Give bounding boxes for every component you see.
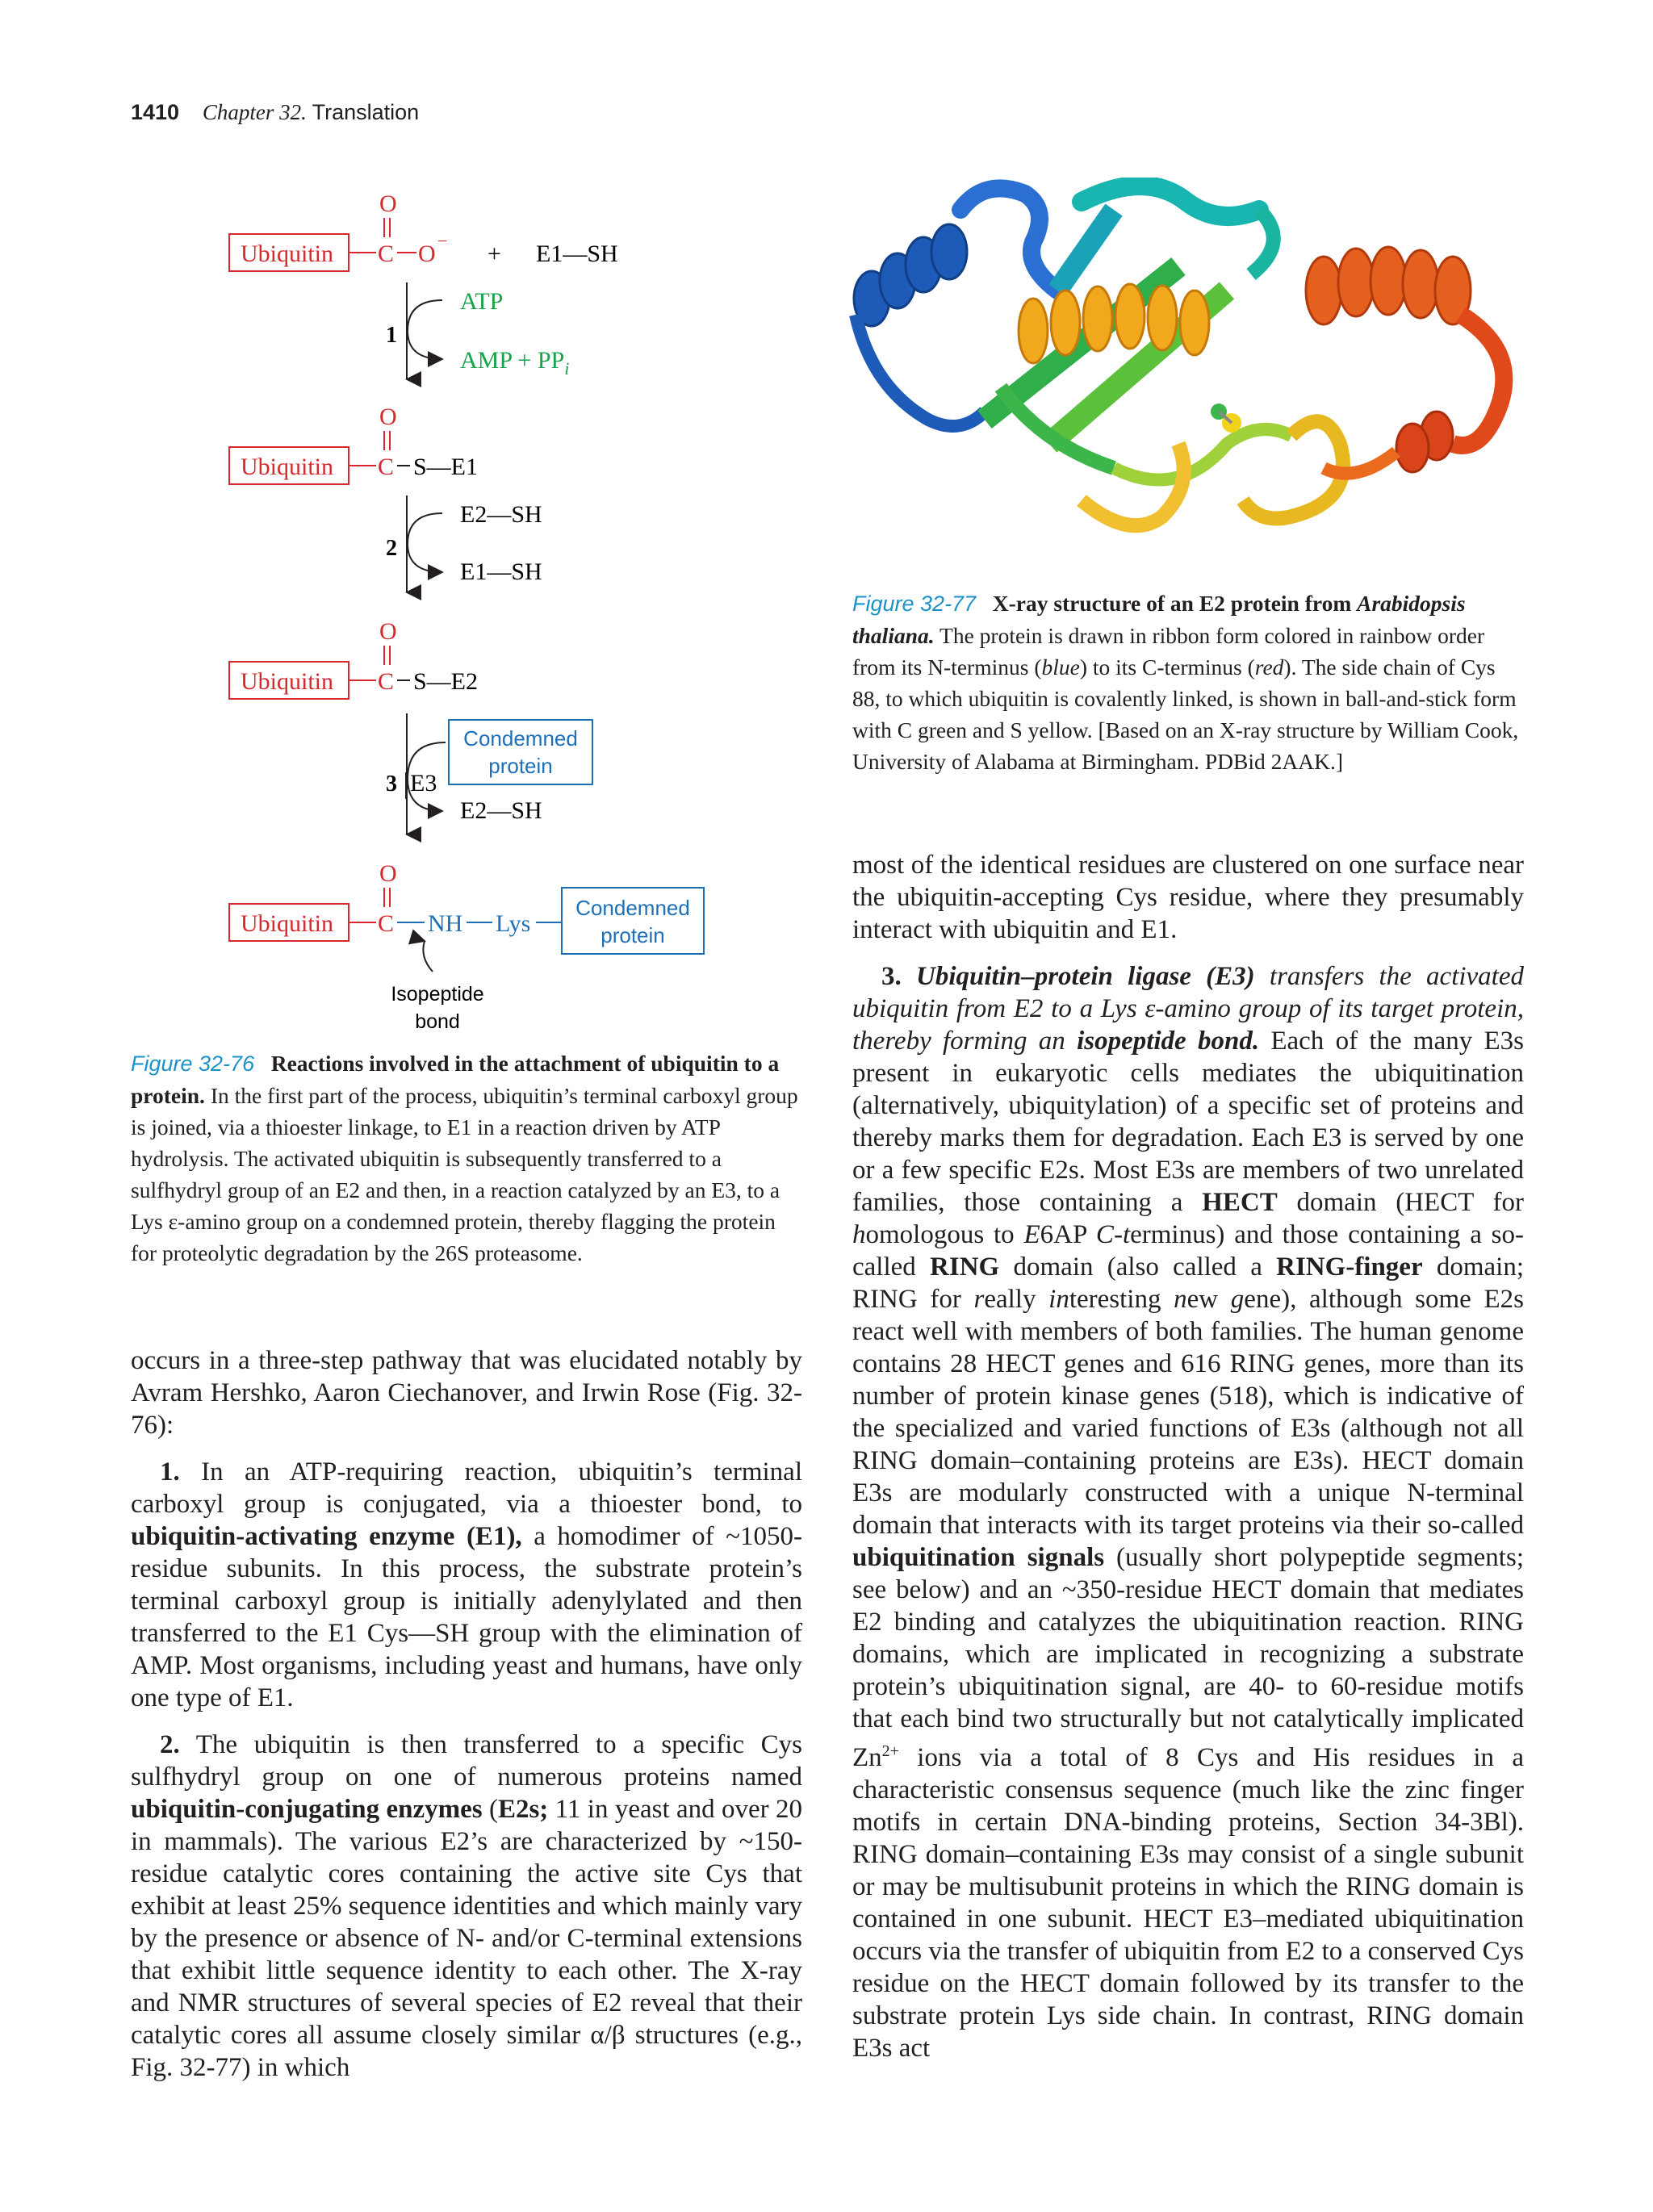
step-2-number: 2: [386, 536, 397, 561]
text: ew: [1186, 1285, 1219, 1314]
s-e2-label: S—E2: [413, 668, 479, 695]
term-ring-finger: RING-finger: [1276, 1252, 1423, 1282]
text: -: [1113, 1220, 1123, 1249]
zn-superscript: 2+: [881, 1742, 899, 1760]
e2-protein-ribbon-image: [839, 178, 1542, 557]
term-hect: HECT: [1202, 1188, 1278, 1217]
chapter-label: Chapter 32.: [202, 100, 307, 124]
e2-sh-in-label: E2—SH: [460, 501, 542, 528]
paragraph-step-1: [131, 1456, 802, 1714]
step-1-number: 1: [386, 323, 397, 348]
paragraph-intro: occurs in a three-step pathway that was elucidated notably by Avram Hershko, Aaron Ciechanover, and Irwin Rose (Fig. 32-76):: [131, 1346, 802, 1440]
text: Each of the many E3s present in eukaryotic cells mediates the ubiquitination (alternatively, ubiquitylation) of a specific set of proteins and thereby marks them for degradation. Each E3 is served by one or a few specific E2s. Most E3s are members of two unrelated families, those containing a: [852, 1027, 1525, 1217]
step-2-arrow: [386, 496, 542, 592]
e3-label: E3: [410, 770, 437, 797]
text: 6AP: [1040, 1220, 1087, 1249]
figure-label: Figure 32-77: [852, 592, 977, 616]
text: E: [1023, 1220, 1040, 1249]
e1-sh-reactant: E1—SH: [536, 240, 618, 267]
carbonyl-o: O: [379, 860, 397, 887]
text: h: [852, 1220, 866, 1249]
text: domain; RING for: [852, 1252, 1525, 1314]
caption-title: X-ray structure of an E2 protein from: [992, 591, 1352, 616]
right-text-column: [852, 849, 1524, 2064]
figure-32-76-caption: [131, 1047, 801, 1269]
carbonyl-c: C: [378, 668, 395, 695]
text: domain (also called a: [1013, 1252, 1262, 1282]
reactant-row-1: [229, 190, 618, 271]
carbonyl-c: C: [378, 240, 395, 267]
caption-body-b: ) to its C-terminus (: [1079, 654, 1255, 679]
caption-title: Reactions involved in the attachment of ubiquitin to a protein.: [131, 1051, 780, 1108]
ubiquitin-e2-thioester: [229, 618, 478, 699]
text: in: [1048, 1285, 1069, 1314]
caption-body: In the first part of the process, ubiquitin’s terminal carboxyl group is joined, via a thioester linkage, to E1 in a reaction driven by ATP hydrolysis. The activated ubiquitin is subsequently transferred to a sulfhydryl group of an E2 and then, in a reaction catalyzed by an E3, to a Lys ε-amino group on a condemned protein, thereby flagging the protein for proteolytic degradation by the 26S proteasome.: [131, 1083, 798, 1265]
figure-32-77-caption: [852, 587, 1522, 777]
left-text-column: [131, 1344, 802, 2084]
step-number: 1.: [160, 1457, 180, 1487]
caption-body-c: ). The side chain of Cys 88, to which ubiquitin is covalently linked, is shown in ball-and-stick form with C green and S yellow. [Based on an X-ray structure by William Cook, University of Alabama at Birmingham. PDBid 2AAK.]: [852, 654, 1519, 774]
text: erminus) and those containing a so-called: [852, 1220, 1525, 1282]
ubiquitin-label: Ubiquitin: [241, 454, 334, 480]
text: eally: [984, 1285, 1036, 1314]
text: a homodimer of ~1050-residue subunits. In this process, the substrate protein’s terminal carboxyl group is initially adenylylated and then transferred to the E1 Cys—SH group with the elimination of AMP. Most organisms, including yeast and humans, have only one type of E1.: [131, 1522, 802, 1712]
text: r: [973, 1285, 985, 1314]
caption-species: Arabidopsis thaliana.: [852, 591, 1466, 648]
term-isopeptide: isopeptide bond.: [1077, 1027, 1260, 1056]
atp-label: ATP: [460, 288, 504, 315]
carbonyl-o: O: [379, 190, 397, 217]
text: transfers the activated ubiquitin from E2 to a Lys ε-amino group of its target protein, thereby forming an: [852, 962, 1524, 1056]
term-e2: ubiquitin-conjugating enzymes: [131, 1795, 483, 1824]
isopeptide-line-1: Isopeptide: [391, 983, 484, 1006]
carboxylate-o: O: [418, 240, 436, 267]
term-ubiquitination-signals: ubiquitination signals: [852, 1543, 1105, 1572]
text: omologous to: [865, 1220, 1015, 1249]
step-number: 2.: [160, 1730, 180, 1759]
figure-label: Figure 32-76: [131, 1052, 255, 1076]
isopeptide-line-2: bond: [415, 1010, 460, 1033]
amp-pp-label: AMP + $PP_i$: [460, 347, 570, 378]
carbonyl-o: O: [379, 404, 397, 430]
plus-sign: +: [488, 240, 501, 267]
ubiquitin-label: Ubiquitin: [241, 910, 334, 937]
condemned-line-2: protein: [601, 923, 665, 947]
condemned-line-2: protein: [488, 754, 553, 778]
negative-charge: −: [437, 231, 448, 251]
term-ring: RING: [930, 1252, 1000, 1282]
caption-body-a: The protein is drawn in ribbon form colored in rainbow order from its N-terminus (: [852, 623, 1485, 679]
text: g: [1230, 1285, 1245, 1314]
text: The ubiquitin is then transferred to a specific Cys sulfhydryl group on one of numerous proteins named: [131, 1730, 802, 1792]
condemned-line-1: Condemned: [463, 726, 578, 751]
text: ions via a total of 8 Cys and His residues in a characteristic consensus sequence (much like the zinc finger motifs in certain DNA-binding proteins, Section 34-3Bl). RING domain–containing E3s may consist of a single subunit or may be multisubunit proteins in which the RING domain is contained in one subunit. HECT E3–mediated ubiquitination occurs via the transfer of ubiquitin from E2 to a conserved Cys residue on the HECT domain followed by its transfer to the substrate protein Lys side chain. In contrast, RING domain E3s act: [852, 1743, 1524, 2063]
step-3-number: 3: [386, 771, 397, 797]
step-3-arrow: [386, 713, 592, 834]
s-e1-label: S—E1: [413, 454, 479, 480]
carbonyl-c: C: [378, 454, 395, 480]
text: (: [488, 1795, 498, 1824]
nh-label: NH: [428, 910, 463, 937]
text: (usually short polypeptide segments; see below) and an ~350-residue HECT domain that mediates E2 binding and catalyzes the ubiquitination reaction. RING domains, which are implicated in recognizing a substrate protein’s ubiquitination signal, are 40- to 60-residue motifs that each bind two structurally but not catalytically implicated Zn: [852, 1543, 1524, 1772]
caption-red: red: [1254, 654, 1284, 679]
ubiquitin-label: Ubiquitin: [241, 668, 334, 695]
carbonyl-c: C: [378, 910, 395, 937]
lys-label: Lys: [496, 910, 531, 937]
text: n: [1174, 1285, 1187, 1314]
text: t: [1122, 1220, 1131, 1249]
caption-blue: blue: [1041, 654, 1080, 679]
page-number: 1410: [131, 100, 180, 124]
text: C: [1095, 1220, 1114, 1249]
paragraph-step-3: [852, 960, 1524, 2064]
carbonyl-o: O: [379, 618, 397, 645]
text: 11 in yeast and over 20 in mammals). The various E2’s are characterized by ~150-residue catalytic cores containing the active site Cys that exhibit at least 25% sequence identities and which mainly vary by the presence or absence of N- and/or C-terminal extensions that exhibit little sequence identity to each other. The X-ray and NMR structures of several species of E2 reveal that their catalytic cores all assume closely similar α/β structures (e.g., Fig. 32-77) in which: [131, 1795, 802, 2082]
text: In an ATP-requiring reaction, ubiquitin’s terminal carboxyl group is conjugated, via a thioester bond, to: [131, 1457, 802, 1519]
ubiquitin-protein-conjugate: [229, 860, 704, 1033]
text: teresting: [1069, 1285, 1161, 1314]
e1-sh-out-label: E1—SH: [460, 558, 542, 585]
ubiquitin-e1-thioester: [229, 404, 478, 484]
term-e1: ubiquitin-activating enzyme (E1),: [131, 1522, 522, 1551]
condemned-line-1: Condemned: [575, 896, 690, 920]
paragraph-continuation: most of the identical residues are clustered on one surface near the ubiquitin-accepting Cys residue, where they presumably interact with ubiquitin and E1.: [852, 851, 1524, 944]
step-number: 3.: [881, 962, 902, 991]
text: domain (HECT for: [1296, 1188, 1525, 1217]
section-label: Translation: [312, 100, 420, 124]
e2-sh-out-label: E2—SH: [460, 797, 542, 824]
ubiquitin-label: Ubiquitin: [241, 240, 334, 267]
paragraph-step-2: [131, 1729, 802, 2084]
term-e3: Ubiquitin–protein ligase (E3): [915, 962, 1255, 991]
text: ene), although some E2s react well with members of both families. The human genome contains 28 HECT genes and 616 RING genes, more than its number of protein kinase genes (518), which is indicative of the specialized and varied functions of E3s (although not all RING domain–containing proteins are E3s). HECT domain E3s are modularly constructed with a unique N-terminal domain that interacts with its target proteins via their so-called: [852, 1285, 1524, 1540]
step-1-arrow: [386, 282, 569, 379]
term-e2s: E2s;: [497, 1795, 549, 1824]
